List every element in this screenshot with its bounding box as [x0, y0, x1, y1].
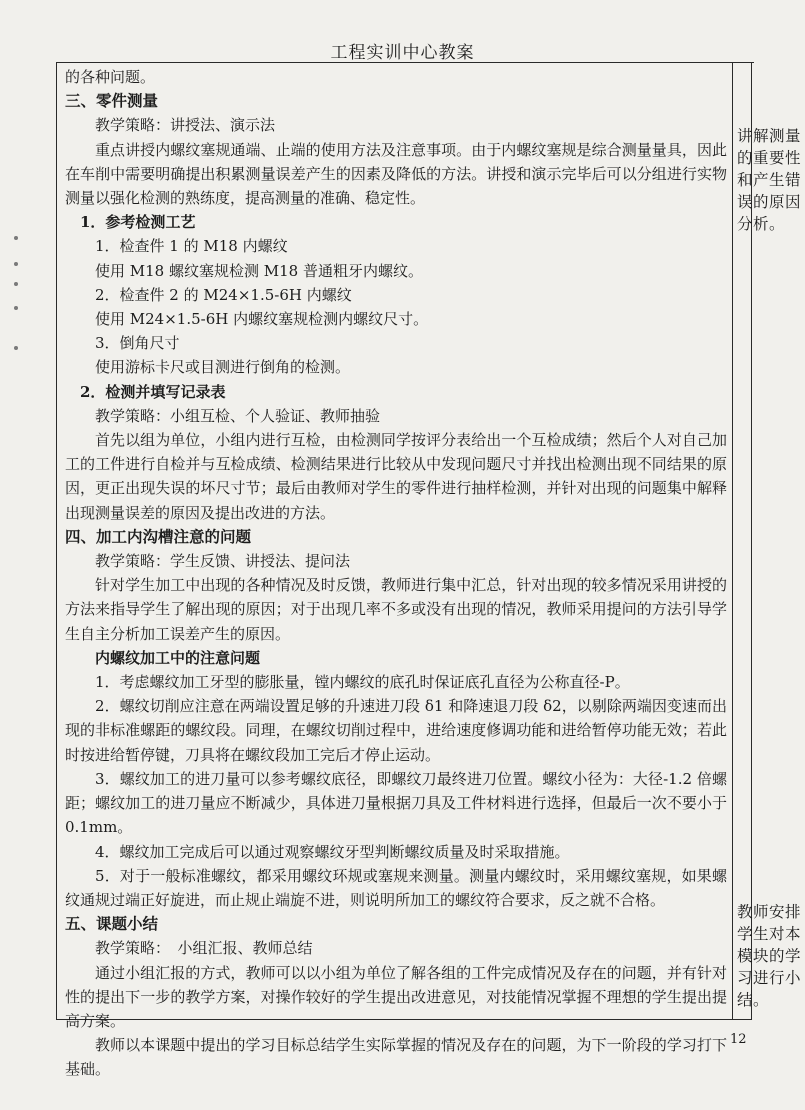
section-3-item-3-desc: 使用游标卡尺或目测进行倒角的检测。 [95, 358, 351, 377]
section-3-sub2-strategy: 教学策略：小组互检、个人验证、教师抽验 [95, 406, 381, 425]
section-3-item-1-desc: 使用 M18 螺纹塞规检测 M18 普通粗牙内螺纹。 [95, 261, 423, 280]
section-4-note-4: 4．螺纹加工完成后可以通过观察螺纹牙型判断螺纹质量及时采取措施。 [95, 842, 570, 861]
section-3-item-2: 2．检查件 2 的 M24×1.5-6H 内螺纹 [95, 285, 352, 304]
lesson-table [56, 63, 802, 1079]
binding-mark [14, 282, 18, 286]
main-content-column [65, 65, 727, 1082]
page-header-title: 工程实训中心教案 [330, 43, 475, 63]
page-number: 12 [730, 1032, 747, 1047]
section-5-paragraph-2: 教师以本课题中提出的学习目标总结学生实际掌握的情况及存在的问题，为下一阶段的学习打下基础。 [65, 1036, 727, 1079]
section-4-note-5: 5．对于一般标准螺纹，都采用螺纹环规或塞规来测量。测量内螺纹时，采用螺纹塞规，如果螺纹通规过端正好旋进，而止规止端旋不进，则说明所加工的螺纹符合要求，反之就不合格。 [65, 866, 727, 909]
section-4-note-1: 1．考虑螺纹加工牙型的膨胀量，镗内螺纹的底孔时保证底孔直径为公称直径-P。 [95, 673, 630, 692]
binding-mark [14, 236, 18, 240]
continued-text: 的各种问题。 [65, 68, 156, 86]
section-4-note-2: 2．螺纹切削应注意在两端设置足够的升速进刀段 δ1 和降速退刀段 δ2，以剔除两端因变速而出现的非标准螺距的螺纹段。同理，在螺纹切削过程中，进给速度修调功能和进给暂停功能无效；若此时按进给暂停键，刀具将在螺纹段加工完后才停止运动。 [65, 697, 727, 764]
side-note-measurement: 讲解测量的重要性和产生错误的原因分析。 [737, 127, 802, 233]
section-3-sub2-body: 首先以组为单位，小组内进行互检，由检测同学按评分表给出一个互检成绩；然后个人对自己加工的工件进行自检并与互检成绩、检测结果进行比较从中发现问题尺寸并找出检测出现不同结果的原因，更正出现失误的坏尺寸节；最后由教师对学生的零件进行抽样检测，并针对出现的问题集中解释出现测量误差的原因及提出改进的方法。 [65, 431, 727, 522]
section-4-body: 针对学生加工中出现的各种情况及时反馈，教师进行集中汇总，针对出现的较多情况采用讲授的方法来指导学生了解出现的原因；对于出现几率不多或没有出现的情况，教师采用提问的方法引导学生自主分析加工误差产生的原因。 [65, 576, 727, 643]
binding-mark [14, 346, 18, 350]
binding-mark [14, 306, 18, 310]
binding-mark [14, 262, 18, 266]
section-3-title: 三、零件测量 [65, 91, 159, 111]
section-5-strategy: 教学策略： 小组汇报、教师总结 [95, 939, 313, 958]
section-4-subtitle: 内螺纹加工中的注意问题 [95, 648, 261, 667]
section-3-sub1-title: 1．参考检测工艺 [80, 213, 196, 232]
section-5-title: 五、课题小结 [65, 914, 159, 934]
section-3-item-3: 3．倒角尺寸 [95, 334, 180, 353]
section-3-strategy: 教学策略：讲授法、演示法 [95, 116, 276, 135]
section-4-note-3: 3．螺纹加工的进刀量可以参考螺纹底径，即螺纹刀最终进刀位置。螺纹小径为：大径-1.2 倍螺距；螺纹加工的进刀量应不断减少，具体进刀量根据刀具及工件材料进行选择，但最后一次不要小于 0.1mm。 [65, 769, 727, 837]
section-3-body: 重点讲授内螺纹塞规通端、止端的使用方法及注意事项。由于内螺纹塞规是综合测量量具，因此在车削中需要明确提出积累测量误差产生的因素及降低的方法。讲授和演示完毕后可以分组进行实物测量以强化检测的熟练度，提高测量的准确、稳定性。 [65, 140, 727, 208]
section-3-item-1: 1．检查件 1 的 M18 内螺纹 [95, 237, 288, 256]
section-4-strategy: 教学策略：学生反馈、讲授法、提问法 [95, 552, 351, 571]
side-note-summary: 教师安排学生对本模块的学习进行小结。 [737, 903, 802, 1009]
section-3-sub2-title: 2．检测并填写记录表 [80, 382, 226, 401]
section-5-paragraph-1: 通过小组汇报的方式，教师可以以小组为单位了解各组的工件完成情况及存在的问题，并有针对性的提出下一步的教学方案，对操作较好的学生提出改进意见，对技能情况掌握不理想的学生提出提高方案。 [65, 963, 727, 1030]
column-divider [732, 63, 733, 1019]
section-3-item-2-desc: 使用 M24×1.5-6H 内螺纹塞规检测内螺纹尺寸。 [95, 310, 429, 329]
section-4-title: 四、加工内沟槽注意的问题 [65, 526, 252, 546]
